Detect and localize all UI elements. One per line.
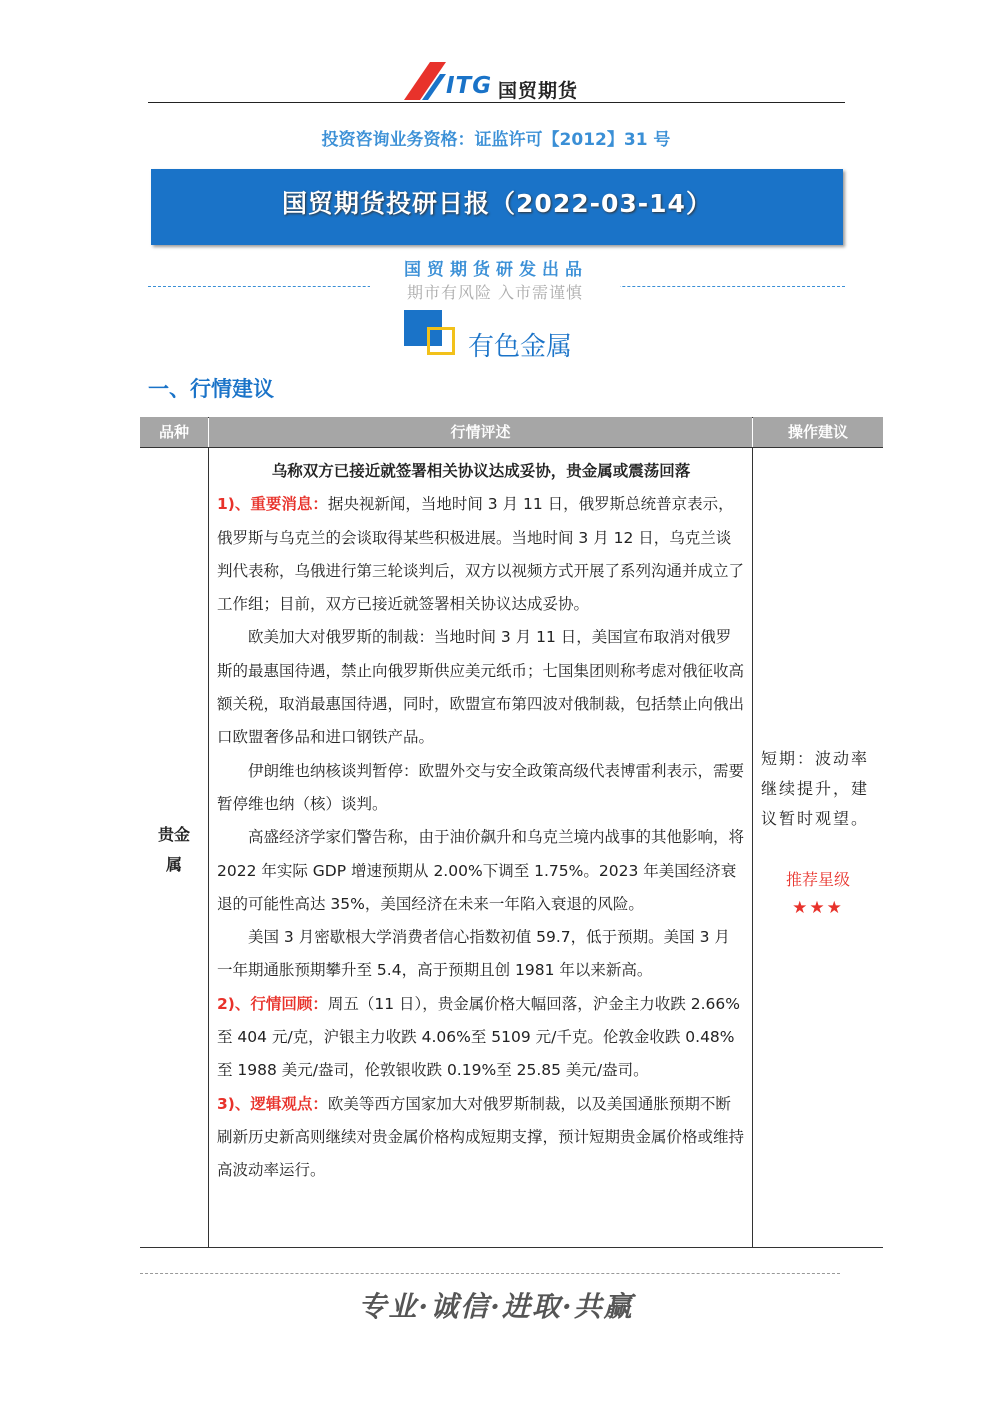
footer-divider [140, 1273, 840, 1274]
table-border-bottom [140, 1247, 883, 1248]
rating-label: 推荐星级 [785, 870, 850, 889]
logo-slash-icon [400, 60, 448, 102]
market-advice-table [140, 417, 883, 1248]
column-divider [752, 447, 753, 1248]
header-divider [148, 102, 845, 103]
rating-stars-icon: ★★★ [792, 898, 844, 918]
header-variety: 品种 [140, 417, 208, 447]
advice-text: 短期：波动率继续提升，建议暂时观望。 [761, 749, 870, 828]
paragraph-iran-talks: 伊朗维也纳核谈判暂停：欧盟外交与安全政策高级代表博雷利表示，需要暂停维也纳（核）谈判。 [217, 761, 745, 813]
paragraph-logic [217, 1088, 745, 1188]
logo-company-name: 国贸期货 [498, 80, 579, 102]
paragraph-important-news [217, 488, 745, 621]
paragraph-goldman: 高盛经济学家们警告称，由于油价飙升和乌克兰境内战事的其他影响，将 2022 年实际 GDP 增速预期从 2.00%下调至 1.75%。2023 年美国经济衰退的可能性高达 35%，美国经济在未来一年陷入衰退的风险。 [217, 828, 745, 913]
logo-itg-text: ITG [446, 73, 493, 99]
section-square-outline-icon [427, 327, 455, 355]
paragraph-sanctions: 欧美加大对俄罗斯的制裁：当地时间 3 月 11 日，美国宣布取消对俄罗斯的最惠国待遇，禁止向俄罗斯供应美元纸币；七国集团则称考虑对俄征收高额关税，取消最惠国待遇，同时，欧盟宣布第四波对俄制裁，包括禁止向俄出口欧盟奢侈品和进口钢铁产品。 [217, 628, 745, 747]
text-important-news: 据央视新闻，当地时间 3 月 11 日，俄罗斯总统普京表示，俄罗斯与乌克兰的会谈取得某些积极进展。当地时间 3 月 12 日，乌克兰谈判代表称，乌俄进行第三轮谈判后，双方以视频方式开展了系列沟通并成立了工作组；目前，双方已接近就签署相关协议达成妥协。 [217, 495, 745, 614]
text-logic: 欧美等西方国家加大对俄罗斯制裁，以及美国通胀预期不断刷新历史新高则继续对贵金属价格构成短期支撑，预计短期贵金属价格或维持高波动率运行。 [217, 1094, 745, 1180]
header-advice: 操作建议 [753, 417, 883, 447]
company-logo [400, 60, 600, 102]
text-market-review: 周五（11 日），贵金属价格大幅回落，沪金主力收跌 2.66%至 404 元/克，沪银主力收跌 4.06%至 5109 元/千克。伦敦金收跌 0.48%至 1988 美元/盎司，伦敦银收跌 0.19%至 25.85 美元/盎司。 [217, 994, 740, 1080]
product-line: 国贸期货研发出品 [404, 260, 588, 280]
report-title: 国贸期货投研日报（2022-03-14） [282, 189, 712, 218]
commentary-cell [217, 455, 745, 1188]
paragraph-market-review [217, 988, 745, 1088]
qualification-line: 投资咨询业务资格：证监许可【2012】31 号 [321, 130, 671, 150]
section-title: 有色金属 [468, 332, 573, 362]
column-divider [208, 447, 209, 1248]
paragraph-michigan: 美国 3 月密歇根大学消费者信心指数初值 59.7，低于预期。美国 3 月一年期通胀预期攀升至 5.4，高于预期且创 1981 年以来新高。 [217, 928, 730, 980]
table-header-divider [140, 447, 883, 448]
label-logic: 3)、逻辑观点： [217, 1094, 328, 1113]
label-market-review: 2)、行情回顾： [217, 994, 328, 1013]
footer-motto: 专业·诚信·进取·共赢 [358, 1290, 634, 1323]
risk-warning: 期市有风险 入市需谨慎 [370, 280, 620, 303]
header-commentary: 行情评述 [209, 417, 752, 447]
variety-cell [140, 820, 208, 880]
label-important-news: 1)、重要消息： [217, 495, 328, 514]
commentary-headline: 乌称双方已接近就签署相关协议达成妥协，贵金属或震荡回落 [271, 462, 691, 480]
variety-name: 贵金 属 [157, 825, 190, 874]
section-subtitle: 一、行情建议 [148, 377, 274, 401]
